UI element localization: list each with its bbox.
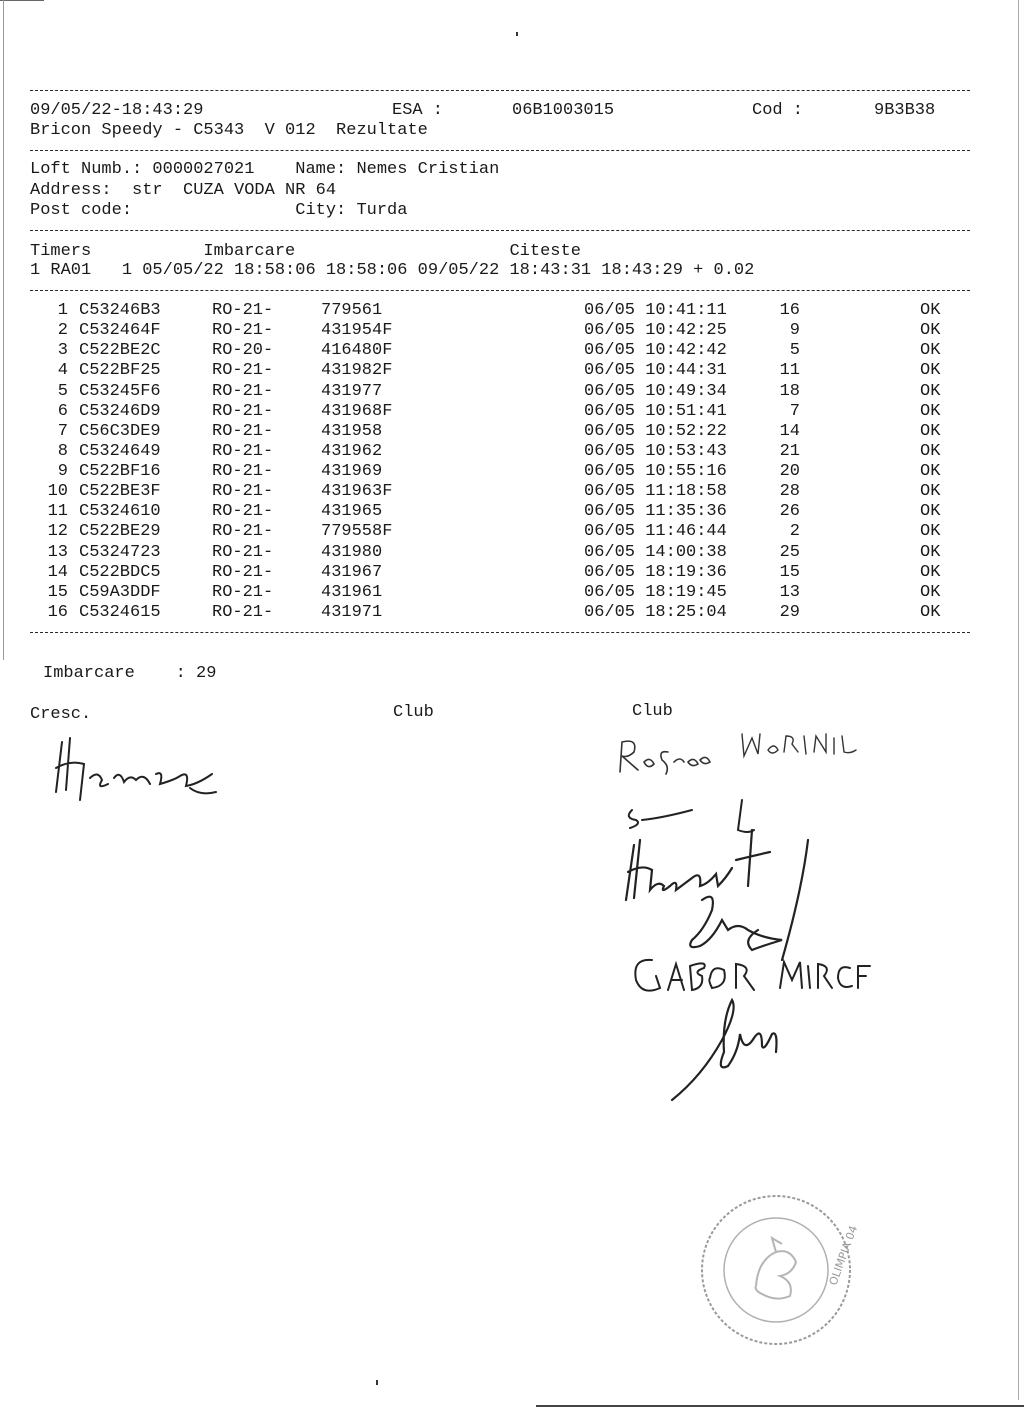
timers-header: Timers Imbarcare Citeste (30, 242, 581, 261)
loft-line: Loft Numb.: 0000027021 Name: Nemes Cristian (30, 160, 500, 179)
arrival-time: 06/05 18:19:36 (584, 562, 727, 582)
ring-country: RO-21- (212, 361, 274, 381)
ring-country: RO-21- (212, 401, 274, 421)
ring-code: C522BE2C (79, 341, 161, 361)
ring-number: 779561 (321, 301, 383, 320)
position: 29 (779, 602, 800, 622)
ring-number: 431958 (321, 421, 383, 441)
arrival-time: 06/05 10:55:16 (584, 462, 727, 482)
ring-code: C53245F6 (79, 381, 161, 401)
status-ok: OK (920, 321, 941, 341)
position: 15 (779, 562, 800, 582)
row-index: 14 (47, 562, 68, 582)
ring-number: 431961 (321, 582, 383, 602)
ring-number: 431963F (321, 482, 393, 502)
table-row (0, 583, 1024, 603)
arrival-time: 06/05 14:00:38 (584, 542, 727, 562)
status-ok: OK (920, 401, 941, 421)
arrival-time: 06/05 11:46:44 (584, 522, 727, 542)
timers-line: 1 RA01 1 05/05/22 18:58:06 18:58:06 09/05/22 18:43:31 18:43:29 + 0.02 (30, 261, 755, 280)
position: 14 (779, 421, 800, 441)
report-datetime: 09/05/22-18:43:29 (30, 101, 204, 120)
arrival-time: 06/05 10:42:42 (584, 341, 727, 361)
arrival-time: 06/05 10:41:11 (584, 301, 727, 320)
cod-label: Cod : (752, 101, 804, 120)
ring-code: C56C3DE9 (79, 421, 161, 441)
esa-value: 06B1003015 (512, 101, 615, 120)
table-row (0, 462, 1024, 482)
ring-code: C522BE29 (79, 522, 161, 542)
club-label: Club (393, 703, 434, 722)
ring-code: C53246B3 (79, 301, 161, 320)
row-index: 10 (47, 482, 68, 502)
ring-code: C532464F (79, 321, 161, 341)
position: 11 (779, 361, 800, 381)
position: 20 (779, 462, 800, 482)
imbarcare-total: Imbarcare : 29 (43, 664, 217, 683)
arrival-time: 06/05 10:51:41 (584, 401, 727, 421)
position: 21 (779, 441, 800, 461)
row-index: 1 (57, 301, 68, 320)
status-ok: OK (920, 502, 941, 522)
table-row (0, 422, 1024, 442)
ring-number: 431967 (321, 562, 383, 582)
row-index: 6 (57, 401, 68, 421)
position: 28 (779, 482, 800, 502)
ring-code: C522BF16 (79, 462, 161, 482)
ring-country: RO-20- (212, 341, 274, 361)
scan-edge-top (0, 0, 44, 1)
ring-code: C5324723 (79, 542, 161, 562)
table-row (0, 301, 1024, 321)
ring-number: 431971 (321, 602, 383, 622)
ring-country: RO-21- (212, 441, 274, 461)
scan-edge-right (1018, 0, 1019, 1400)
status-ok: OK (920, 441, 941, 461)
cod-value: 9B3B38 (874, 101, 936, 120)
row-index: 9 (57, 462, 68, 482)
signature-cresc (40, 730, 240, 810)
ring-code: C522BDC5 (79, 562, 161, 582)
scan-dot (376, 1380, 378, 1385)
row-index: 4 (57, 361, 68, 381)
position: 9 (789, 321, 800, 341)
divider (30, 230, 970, 231)
status-ok: OK (920, 341, 941, 361)
ring-country: RO-21- (212, 301, 274, 320)
ring-number: 431968F (321, 401, 393, 421)
table-row (0, 382, 1024, 402)
table-row (0, 361, 1024, 381)
status-ok: OK (920, 301, 941, 320)
arrival-time: 06/05 10:53:43 (584, 441, 727, 461)
position: 18 (779, 381, 800, 401)
status-ok: OK (920, 361, 941, 381)
row-index: 7 (57, 421, 68, 441)
divider (30, 90, 970, 91)
divider (30, 290, 970, 291)
row-index: 12 (47, 522, 68, 542)
table-row (0, 603, 1024, 623)
ring-number: 431969 (321, 462, 383, 482)
ring-number: 416480F (321, 341, 393, 361)
position: 25 (779, 542, 800, 562)
ring-country: RO-21- (212, 482, 274, 502)
table-row (0, 563, 1024, 583)
table-row (0, 522, 1024, 542)
arrival-time: 06/05 11:18:58 (584, 482, 727, 502)
row-index: 8 (57, 441, 68, 461)
position: 13 (779, 582, 800, 602)
row-index: 3 (57, 341, 68, 361)
arrival-time: 06/05 10:44:31 (584, 361, 727, 381)
ring-code: C5324615 (79, 602, 161, 622)
ring-code: C59A3DDF (79, 582, 161, 602)
ring-country: RO-21- (212, 602, 274, 622)
ring-country: RO-21- (212, 582, 274, 602)
club-label: Club (632, 702, 673, 721)
status-ok: OK (920, 381, 941, 401)
arrival-time: 06/05 10:42:25 (584, 321, 727, 341)
position: 26 (779, 502, 800, 522)
row-index: 2 (57, 321, 68, 341)
arrival-time: 06/05 11:35:36 (584, 502, 727, 522)
ring-code: C5324610 (79, 502, 161, 522)
status-ok: OK (920, 482, 941, 502)
row-index: 13 (47, 542, 68, 562)
ring-number: 431954F (321, 321, 393, 341)
address-line: Address: str CUZA VODA NR 64 (30, 181, 337, 200)
report-title: Bricon Speedy - C5343 V 012 Rezultate (30, 121, 428, 140)
status-ok: OK (920, 421, 941, 441)
ring-country: RO-21- (212, 542, 274, 562)
ring-number: 431977 (321, 381, 383, 401)
position: 16 (779, 301, 800, 320)
cresc-label: Cresc. (30, 705, 92, 724)
table-row (0, 543, 1024, 563)
arrival-time: 06/05 10:52:22 (584, 421, 727, 441)
divider (30, 150, 970, 151)
position: 7 (789, 401, 800, 421)
esa-label: ESA : (392, 101, 444, 120)
status-ok: OK (920, 562, 941, 582)
table-row (0, 321, 1024, 341)
ring-country: RO-21- (212, 562, 274, 582)
signature-club-1 (612, 722, 892, 782)
status-ok: OK (920, 542, 941, 562)
ring-code: C5324649 (79, 441, 161, 461)
table-row (0, 402, 1024, 422)
ring-number: 431965 (321, 502, 383, 522)
arrival-time: 06/05 10:49:34 (584, 381, 727, 401)
position: 5 (789, 341, 800, 361)
signature-club-2 (612, 790, 872, 1110)
row-index: 11 (47, 502, 68, 522)
postcode-line: Post code: City: Turda (30, 201, 408, 220)
ring-country: RO-21- (212, 522, 274, 542)
scan-dot (516, 32, 518, 36)
arrival-time: 06/05 18:19:45 (584, 582, 727, 602)
status-ok: OK (920, 602, 941, 622)
ring-number: 431982F (321, 361, 393, 381)
ring-country: RO-21- (212, 462, 274, 482)
status-ok: OK (920, 462, 941, 482)
divider (30, 632, 970, 633)
ring-country: RO-21- (212, 502, 274, 522)
table-row (0, 341, 1024, 361)
stamp-text: OLIMPIA 04 (826, 1223, 861, 1288)
status-ok: OK (920, 582, 941, 602)
ring-number: 431980 (321, 542, 383, 562)
table-row (0, 482, 1024, 502)
ring-code: C522BF25 (79, 361, 161, 381)
ring-code: C522BE3F (79, 482, 161, 502)
table-row (0, 442, 1024, 462)
row-index: 16 (47, 602, 68, 622)
ring-country: RO-21- (212, 321, 274, 341)
status-ok: OK (920, 522, 941, 542)
row-index: 15 (47, 582, 68, 602)
ring-country: RO-21- (212, 421, 274, 441)
ring-number: 431962 (321, 441, 383, 461)
row-index: 5 (57, 381, 68, 401)
ring-country: RO-21- (212, 381, 274, 401)
ring-code: C53246D9 (79, 401, 161, 421)
ring-number: 779558F (321, 522, 393, 542)
table-row (0, 502, 1024, 522)
scan-edge-bottom (536, 1405, 1024, 1407)
club-stamp (696, 1190, 861, 1350)
arrival-time: 06/05 18:25:04 (584, 602, 727, 622)
position: 2 (789, 522, 800, 542)
